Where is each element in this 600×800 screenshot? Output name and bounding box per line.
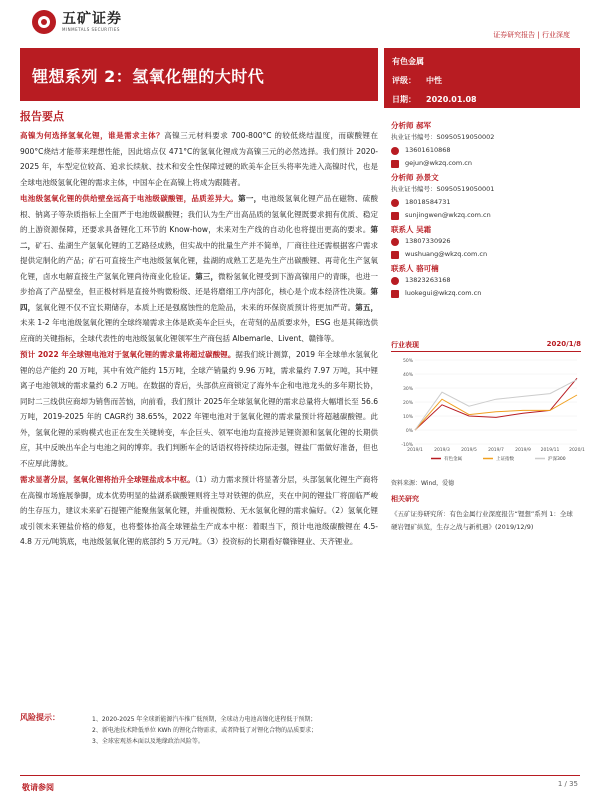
series-line bbox=[415, 395, 577, 430]
email[interactable]: sunjingwen@wkzq.com.cn bbox=[391, 209, 581, 222]
x-tick-label: 2019/9 bbox=[515, 448, 531, 453]
series-line bbox=[415, 378, 577, 430]
analyst-column bbox=[391, 118, 581, 301]
legend-label: 上证指数 bbox=[496, 457, 514, 462]
analyst-name: 分析师 郝军 bbox=[391, 121, 432, 130]
y-tick-label: 40% bbox=[402, 373, 413, 378]
summary-paragraph-4: 需求显著分层，氢氧化锂将抬升全球锂盐成本中枢。（1）动力需求预计将显著分层，头部氢氧化锂生产商将在高镍市场施展拳脚，成本优势明显的盐湖系碳酸锂则将主导对铁锂的供应，夹在中间的锂盐厂将面临严峻的生存压力，建议未来矿石提锂产能聚焦氢氧化锂，并重视微粉、无水氢氧化锂的需求偏好。（2）氢氧化锂或引领未来锂盐价格的修复，也将整体抬高全球锂盐生产成本中枢：着眼当下，预计电池级碳酸锂在 4.5-4.8 万元/吨筑底，电池级氢氧化锂的底部约 5 万元/吨。（3）投资标的长期看好赣锋锂业、天齐锂业。 bbox=[20, 475, 378, 546]
related-list bbox=[391, 508, 579, 533]
industry: 有色金属 bbox=[392, 57, 424, 66]
title-bar bbox=[20, 48, 378, 101]
phone-icon bbox=[391, 199, 399, 207]
legend-label: 有色金属 bbox=[444, 457, 462, 462]
summary-paragraph-2: 电池级氢氧化锂的供给壁垒远高于电池级碳酸锂，品质差异大。第一，电池级氢氧化锂产品在磁物、硫酸根、钠离子等杂质指标上全面严于电池级碳酸锂；我们认为生产出高品质的氢氧化锂既要求拥有优质、稳定的上游资源保障，还要求具备锂化工环节的 Know-how，未来对生产线的自动化也将提出更高的要求。第二，矿石、盐湖生产氢氧化锂的工艺路径成熟，但实战中的批量生产并不简单，厂商往往还需根据客户需求提供定制化的产品；矿石可直接生产电池级氢氧化锂，盐湖的成熟工艺是先生产出碳酸锂、再苛化生产氢氧化锂，卤水电解直接生产氢氧化锂尚待商业化验证。第三，微粉氢氧化锂受到下游高镍用户的青睐，也进一步抬高了产品壁垒，但正极材料是直接外购微粉级、还是将磨细工序内部化，核心是个成本经济性决策。第四，氢氧化锂不仅不宜长期储存，本质上还是强腐蚀性的危险品，未来的环保资质预计将更加严苛。第五，未来 1-2 年电池级氢氧化锂的全球终端需求主体是欧美车企巨头，在苛刻的品质要求外，ESG 也是其筛选供应商的关键指标，全球代表性的电池级氢氧化锂领军生产商包括 Albemarle、Livent、赣锋等。 bbox=[20, 194, 379, 343]
x-tick-label: 2020/1 bbox=[569, 448, 585, 453]
y-tick-label: 0% bbox=[405, 429, 413, 434]
phone: 13823263168 bbox=[391, 274, 581, 287]
footer-mark: 敬请参阅 bbox=[22, 783, 54, 792]
legend-label: 沪深300 bbox=[548, 457, 566, 462]
contact-name: 联系人 吴霜 bbox=[391, 225, 432, 234]
summary-column bbox=[20, 108, 378, 551]
y-tick-label: 50% bbox=[402, 359, 413, 364]
email[interactable]: gejun@wkzq.com.cn bbox=[391, 157, 581, 170]
chart-source: 资料来源：Wind，爱德 bbox=[391, 480, 455, 487]
logo-text-cn: 五矿证券 bbox=[62, 10, 122, 27]
logo bbox=[32, 10, 122, 34]
cert-number: 执业证书编号： S0950519050002 bbox=[391, 133, 495, 141]
x-tick-label: 2019/1 bbox=[407, 448, 423, 453]
risk-item: 2、新电池技术降低单位 KWh 的锂化合物需求，或者降低了对锂化合物的品质要求； bbox=[92, 727, 318, 734]
report-title: 锂想系列 2：氢氧化锂的大时代 bbox=[32, 67, 265, 86]
risk-title: 风险提示： bbox=[20, 713, 60, 722]
phone: 18018584731 bbox=[391, 196, 581, 209]
perf-label: 行业表现 bbox=[391, 341, 419, 349]
analyst-name: 分析师 孙景文 bbox=[391, 173, 439, 182]
contact-card bbox=[391, 263, 581, 300]
summary-heading: 报告要点 bbox=[20, 110, 64, 123]
y-tick-label: -10% bbox=[401, 443, 413, 448]
y-tick-label: 30% bbox=[402, 387, 413, 392]
email-icon bbox=[391, 251, 399, 259]
series-line bbox=[415, 380, 577, 430]
analyst-card bbox=[391, 172, 581, 222]
perf-date: 2020/1/8 bbox=[546, 340, 581, 348]
contact-card bbox=[391, 224, 581, 261]
perf-header bbox=[391, 340, 581, 352]
report-type: 证券研究报告 | 行业深度 bbox=[493, 31, 570, 39]
x-tick-label: 2019/7 bbox=[488, 448, 504, 453]
y-tick-label: 20% bbox=[402, 401, 413, 406]
risk-item: 1、2020-2025 年全球新能源汽车推广低预期，全球动力电池高镍化进程低于预期； bbox=[92, 716, 317, 723]
page-number: 1 / 35 bbox=[557, 780, 578, 788]
cert-number: 执业证书编号： S0950519050001 bbox=[391, 185, 495, 193]
phone-icon bbox=[391, 277, 399, 285]
rating: 评级： 中性 bbox=[392, 76, 442, 85]
related-item[interactable]: 《五矿证券研究所：有色金属行业深度报告“锂想”系列 1：全球硬岩锂矿纵览，生存之战与新机遇》(2019/12/9) bbox=[391, 510, 573, 531]
email[interactable]: luokegui@wkzq.com.cn bbox=[391, 287, 581, 300]
footer-divider bbox=[20, 775, 580, 776]
date: 日期： 2020.01.08 bbox=[392, 95, 477, 104]
logo-icon bbox=[32, 10, 56, 34]
risk-item: 3、全球宏观基本面以及地缘政治风险等。 bbox=[92, 738, 204, 745]
email[interactable]: wushuang@wkzq.com.cn bbox=[391, 248, 581, 261]
industry-performance-chart bbox=[391, 354, 585, 464]
analyst-card bbox=[391, 120, 581, 170]
phone-icon bbox=[391, 238, 399, 246]
related-title: 相关研究 bbox=[391, 495, 419, 503]
meta-box bbox=[384, 48, 580, 108]
phone: 13601610868 bbox=[391, 144, 581, 157]
email-icon bbox=[391, 160, 399, 168]
summary-paragraph-3: 预计 2022 年全球锂电池对于氢氧化锂的需求量将超过碳酸锂。据我们统计测算，2019 年全球单水氢氧化锂的总产能约 20 万吨，其中有效产能约 15万吨，全球产销量约 9.96 万吨，需求量约 7.97 万吨，其中锂离子电池领域的需求量约 6.2 万吨。在数据的背后，头部供应商锁定了海外车企和电池龙头的多年期长协，同时二三线供应商却为销售而苦恼，向前看，我们预计 2025年全球氢氧化锂的需求总量将大幅增长至 56.6 万吨，2019-2025 年的 CAGR约 38.65%，2022 年锂电池对于氢氧化锂的需求量预计将超越碳酸锂。此外，氢氧化锂的采购模式也正在发生关键转变，车企巨头、领军电池均直接涉足锂资源和氢氧化锂的长期供应，其中反映出车企与电池之间的博弈。我们判断车企的话语权将持续边际走强，锂盐厂需做好准备，但也不应厚此薄彼。 bbox=[20, 350, 378, 468]
email-icon bbox=[391, 290, 399, 298]
phone-icon bbox=[391, 147, 399, 155]
logo-text-en: MINMETALS SECURITIES bbox=[62, 26, 120, 32]
x-tick-label: 2019/11 bbox=[540, 448, 560, 453]
summary-paragraph-1: 高镍为何选择氢氧化锂，谁是需求主体？高镍三元材料要求 700-800°C 的较低烧结温度，而碳酸锂在 900°C烧结才能带来理想性能，因此熔点仅 471°C的氢氧化锂成为高镍三元的必然选择。我们预计 2020-2025 年，车型定位较高、追求长续航、技术和安全性保障过硬的欧美车企巨头将率先进入高镍时代，也是全球电池级氢氧化锂的需求主体，中国车企在高镍上将成为跟随者。 bbox=[20, 131, 379, 187]
email-icon bbox=[391, 212, 399, 220]
y-tick-label: 10% bbox=[402, 415, 413, 420]
contact-name: 联系人 骆可楠 bbox=[391, 264, 439, 273]
x-tick-label: 2019/3 bbox=[434, 448, 450, 453]
phone: 13807330926 bbox=[391, 235, 581, 248]
x-tick-label: 2019/5 bbox=[461, 448, 477, 453]
